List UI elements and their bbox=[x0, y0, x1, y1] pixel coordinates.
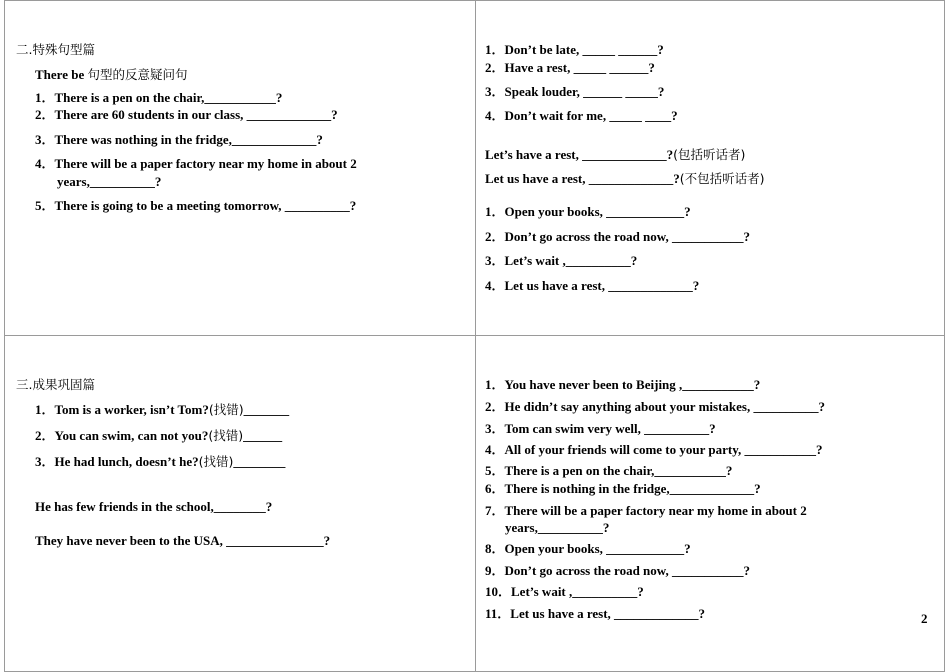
list-item: 4．Let us have a rest, _____________? bbox=[485, 278, 700, 293]
vertical-divider bbox=[475, 0, 476, 672]
horizontal-divider bbox=[4, 335, 945, 336]
exercise-line: He has few friends in the school,________? bbox=[35, 499, 273, 514]
list-item-continuation: years,__________? bbox=[505, 520, 610, 535]
list-item: 2．There are 60 students in our class, _____________? bbox=[35, 107, 338, 122]
list-item: 7．There will be a paper factory near my home in about 2 bbox=[485, 503, 807, 518]
list-item: 3．He had lunch, doesn’t he?(找错)________ bbox=[35, 454, 286, 469]
list-item: 2．You can swim, can not you?(找错)______ bbox=[35, 428, 283, 443]
list-item: 4．All of your friends will come to your party, ___________? bbox=[485, 442, 823, 457]
list-item: 3．Speak louder, ______ _____? bbox=[485, 84, 665, 99]
list-item: 1．There is a pen on the chair,___________? bbox=[35, 90, 283, 105]
list-item: 2．Don’t go across the road now, ___________? bbox=[485, 229, 750, 244]
list-item: 8．Open your books, ____________? bbox=[485, 541, 691, 556]
section-subheading: There be 句型的反意疑问句 bbox=[35, 67, 188, 82]
list-item: 1．Don’t be late, _____ ______? bbox=[485, 42, 664, 57]
list-item: 3．Let’s wait ,__________? bbox=[485, 253, 638, 268]
list-item: 1．You have never been to Beijing ,___________? bbox=[485, 377, 761, 392]
list-item: 9．Don’t go across the road now, ___________? bbox=[485, 563, 750, 578]
list-item: 1．Tom is a worker, isn’t Tom?(找错)_______ bbox=[35, 402, 290, 417]
list-item: 11．Let us have a rest, _____________? bbox=[485, 606, 706, 621]
list-item: 2．Have a rest, _____ ______? bbox=[485, 60, 655, 75]
list-item: 4．Don’t wait for me, _____ ____? bbox=[485, 108, 678, 123]
list-item-continuation: years,__________? bbox=[57, 174, 162, 189]
section-heading: 三.成果巩固篇 bbox=[16, 377, 95, 392]
section-heading: 二.特殊句型篇 bbox=[16, 42, 95, 57]
list-item: 6．There is nothing in the fridge,_____________? bbox=[485, 481, 761, 496]
list-item: 4．There will be a paper factory near my home in about 2 bbox=[35, 156, 357, 171]
list-item: 3．Tom can swim very well, __________? bbox=[485, 421, 716, 436]
list-item: 10．Let’s wait ,__________? bbox=[485, 584, 644, 599]
list-item: 1．Open your books, ____________? bbox=[485, 204, 691, 219]
let-us-rest-exclusive: Let us have a rest, _____________?(不包括听话者) bbox=[485, 171, 765, 186]
exercise-line: They have never been to the USA, _______________? bbox=[35, 533, 331, 548]
list-item: 2．He didn’t say anything about your mistakes, __________? bbox=[485, 399, 825, 414]
page-number: 2 bbox=[921, 611, 928, 626]
lets-rest-inclusive: Let’s have a rest, _____________?(包括听话者) bbox=[485, 147, 746, 162]
list-item: 5．There is going to be a meeting tomorrow, __________? bbox=[35, 198, 357, 213]
list-item: 5．There is a pen on the chair,___________? bbox=[485, 463, 733, 478]
list-item: 3．There was nothing in the fridge,_____________? bbox=[35, 132, 323, 147]
